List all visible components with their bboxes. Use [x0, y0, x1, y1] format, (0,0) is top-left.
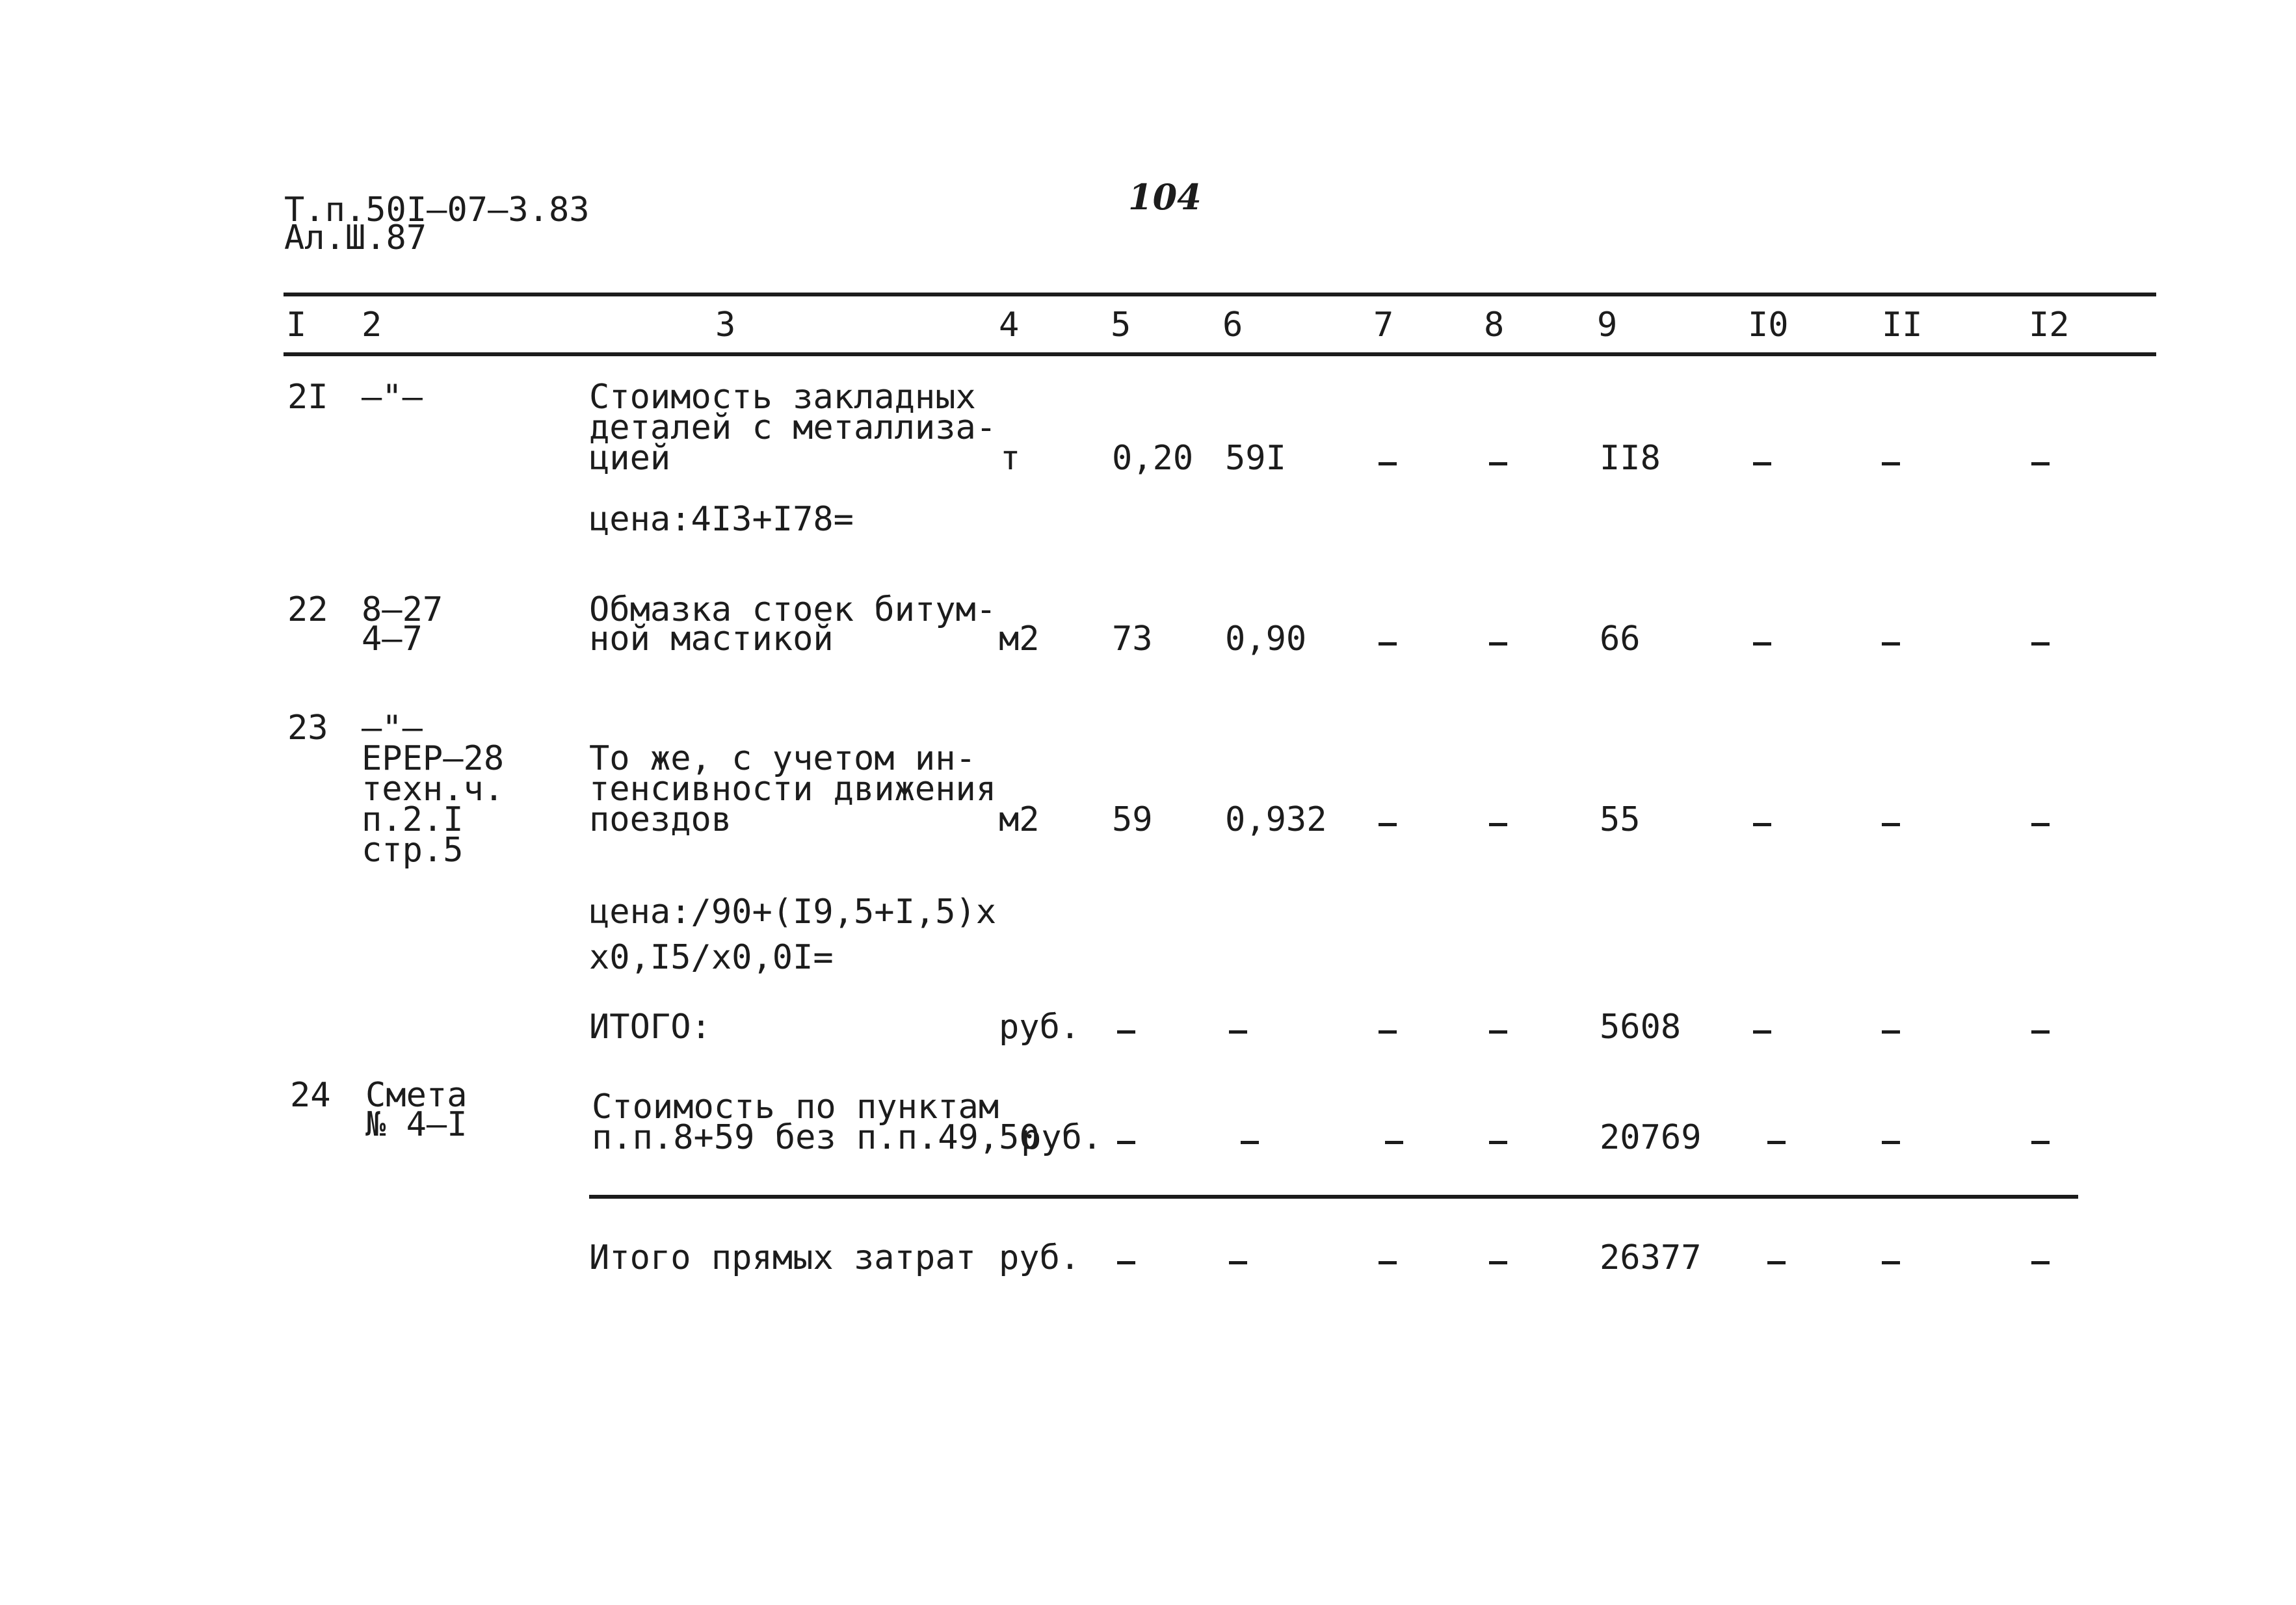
row-unit: т	[1000, 439, 1021, 478]
row-quantity: 73	[1112, 620, 1153, 659]
empty-cell-dash	[1489, 642, 1507, 646]
row-number: 2I	[287, 378, 328, 417]
empty-cell-dash	[2031, 1141, 2050, 1144]
empty-cell-dash	[2031, 823, 2050, 826]
row-description: цией	[589, 439, 671, 478]
empty-cell-dash	[1241, 1141, 1259, 1144]
row-total: 66	[1600, 620, 1641, 659]
column-header: I0	[1748, 306, 1789, 345]
column-header: 5	[1111, 306, 1131, 345]
empty-cell-dash	[1489, 1261, 1507, 1264]
empty-cell-dash	[1229, 1030, 1247, 1034]
grand-total-label: Итого прямых затрат	[589, 1238, 976, 1277]
row-description: тенсивности движения	[589, 770, 997, 809]
empty-cell-dash	[1489, 1141, 1507, 1144]
empty-cell-dash	[1489, 1030, 1507, 1034]
empty-cell-dash	[2031, 1030, 2050, 1034]
row-total: 55	[1600, 800, 1641, 839]
row-code: ЕРЕР–28	[362, 739, 505, 778]
price-calculation: х0,I5/х0,0I=	[589, 938, 834, 977]
column-header: I2	[2029, 306, 2070, 345]
column-header: 6	[1222, 306, 1243, 345]
row-description: Стоимость закладных	[589, 378, 976, 417]
page-number: 104	[1128, 176, 1202, 218]
price-calculation: цена:4I3+I78=	[589, 500, 854, 539]
row-unit-price: 0,932	[1225, 800, 1327, 839]
row-code: п.2.I	[362, 800, 464, 839]
row-description: Обмазка стоек битум-	[589, 590, 997, 629]
empty-cell-dash	[1753, 823, 1771, 826]
row-code: № 4–I	[365, 1105, 468, 1144]
album-code: Ал.Ш.87	[284, 218, 427, 257]
empty-cell-dash	[1753, 642, 1771, 646]
row-number: 24	[290, 1076, 331, 1115]
column-header: 2	[362, 306, 382, 345]
column-header: 7	[1373, 306, 1394, 345]
row-total: 26377	[1600, 1238, 1702, 1277]
empty-cell-dash	[1379, 462, 1397, 465]
row-unit: м2	[999, 620, 1040, 659]
column-header: I	[286, 306, 307, 345]
row-description: поездов	[589, 800, 732, 839]
row-total: 20769	[1600, 1118, 1702, 1157]
column-header: II	[1882, 306, 1923, 345]
subtotal-label: ИТОГО:	[589, 1008, 711, 1047]
empty-cell-dash	[2031, 642, 2050, 646]
empty-cell-dash	[1385, 1141, 1403, 1144]
table-top-rule	[284, 293, 2156, 296]
row-quantity: 0,20	[1112, 439, 1194, 478]
column-header: 4	[999, 306, 1020, 345]
row-unit-price: 0,90	[1225, 620, 1307, 659]
document-code: Т.п.50I–07–3.83	[284, 190, 590, 229]
row-unit: руб.	[999, 1238, 1081, 1277]
row-code: 4–7	[362, 620, 423, 659]
row-code: –"–	[362, 378, 423, 417]
table-header-rule	[284, 352, 2156, 356]
empty-cell-dash	[1117, 1030, 1135, 1034]
column-header: 8	[1484, 306, 1505, 345]
empty-cell-dash	[1882, 1261, 1900, 1264]
empty-cell-dash	[1117, 1261, 1135, 1264]
row-description: п.п.8+59 без п.п.49,50	[592, 1118, 1040, 1157]
empty-cell-dash	[1882, 823, 1900, 826]
row-number: 23	[287, 709, 328, 748]
row-unit: руб.	[999, 1008, 1081, 1047]
price-calculation: цена:/90+(I9,5+I,5)х	[589, 893, 997, 932]
total-separator-rule	[589, 1195, 2078, 1199]
empty-cell-dash	[1379, 823, 1397, 826]
empty-cell-dash	[1489, 823, 1507, 826]
row-quantity: 59	[1112, 800, 1153, 839]
empty-cell-dash	[1882, 642, 1900, 646]
empty-cell-dash	[1489, 462, 1507, 465]
row-total: II8	[1600, 439, 1661, 478]
row-description: деталей с металлиза-	[589, 408, 997, 447]
row-code: –"–	[362, 709, 423, 748]
row-description: Стоимость по пунктам	[592, 1088, 999, 1127]
row-description: ной мастикой	[589, 620, 834, 659]
empty-cell-dash	[1767, 1141, 1786, 1144]
empty-cell-dash	[1379, 642, 1397, 646]
empty-cell-dash	[1753, 1030, 1771, 1034]
empty-cell-dash	[2031, 1261, 2050, 1264]
row-unit: руб.	[1021, 1118, 1103, 1157]
empty-cell-dash	[1379, 1261, 1397, 1264]
empty-cell-dash	[2031, 462, 2050, 465]
row-code: 8–27	[362, 590, 443, 629]
column-header: 9	[1597, 306, 1618, 345]
empty-cell-dash	[1379, 1030, 1397, 1034]
empty-cell-dash	[1753, 462, 1771, 465]
row-unit-price: 59I	[1225, 439, 1286, 478]
row-code: стр.5	[362, 831, 464, 870]
empty-cell-dash	[1229, 1261, 1247, 1264]
row-code: Смета	[365, 1076, 468, 1115]
row-total: 5608	[1600, 1008, 1682, 1047]
empty-cell-dash	[1767, 1261, 1786, 1264]
row-code: техн.ч.	[362, 770, 505, 809]
row-number: 22	[287, 590, 328, 629]
empty-cell-dash	[1882, 1141, 1900, 1144]
empty-cell-dash	[1117, 1141, 1135, 1144]
empty-cell-dash	[1882, 462, 1900, 465]
empty-cell-dash	[1882, 1030, 1900, 1034]
row-unit: м2	[999, 800, 1040, 839]
column-header: 3	[715, 306, 736, 345]
row-description: То же, с учетом ин-	[589, 739, 976, 778]
